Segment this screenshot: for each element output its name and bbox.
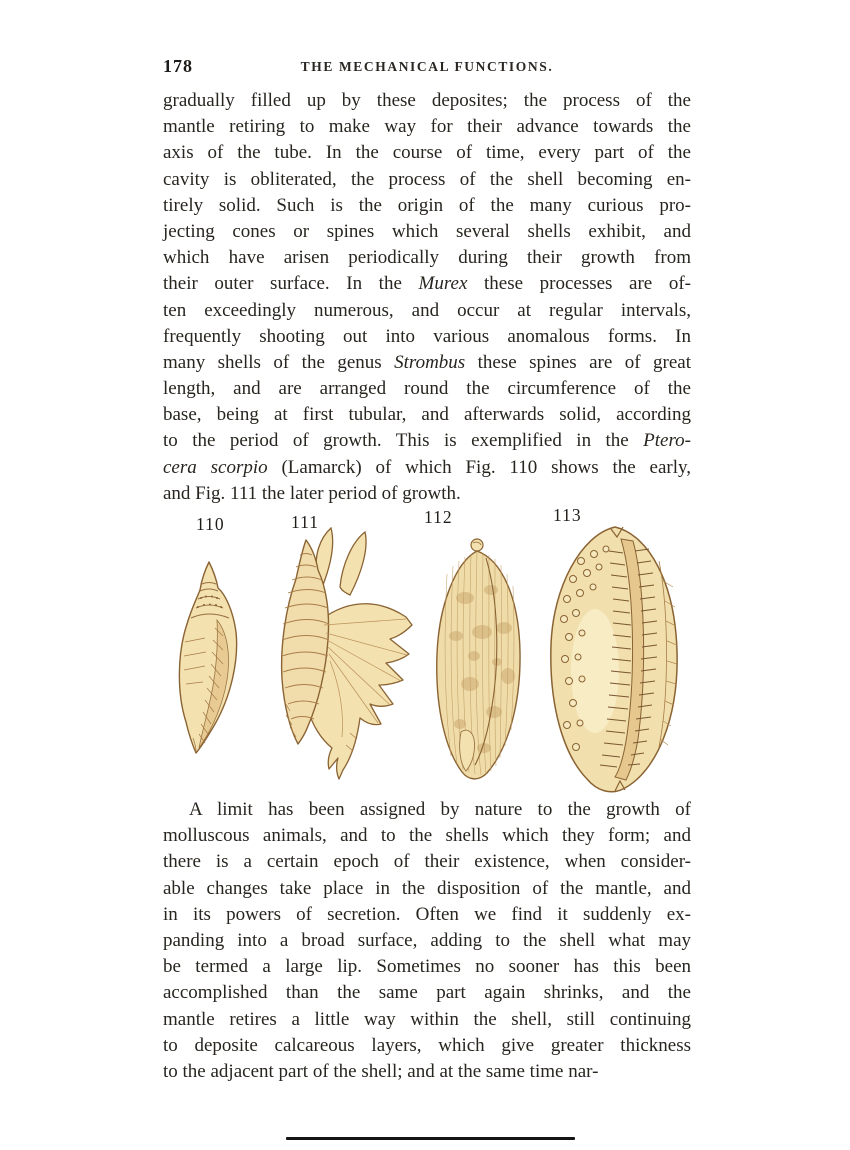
text-line: to the period of growth. This is exemplified in the Ptero- [163,430,691,452]
text-line: which have arisen periodically during their growth from [163,247,691,269]
running-head: THE MECHANICAL FUNCTIONS. [300,59,554,74]
cowrie-shell-illustration [539,521,694,799]
text-line: cavity is obliterated, the process of the shell becoming en- [163,168,691,190]
text-line: mantle retires a little way within the shell, still continuing [163,1008,691,1030]
text-line: panding into a broad surface, adding to the shell what may [163,929,691,951]
text-line: there is a certain epoch of their existence, when consider- [163,851,691,873]
text-line: in its powers of secretion. Often we find it suddenly ex- [163,903,691,925]
text-line: base, being at first tubular, and afterwards solid, according [163,404,691,426]
text-line: molluscous animals, and to the shells which they form; and [163,825,691,847]
text-line: and Fig. 111 the later period of growth. [163,482,461,504]
text-line: many shells of the genus Strombus these spines are of great [163,351,691,373]
text-line: their outer surface. In the Murex these processes are of- [163,273,691,295]
page-header [163,56,691,78]
paragraph-bottom [163,797,691,1085]
text-line: to the adjacent part of the shell; and at the same time nar- [163,1060,599,1082]
text-line: to deposite calcareous layers, which give greater thickness [163,1034,691,1056]
olive-shell-illustration [425,534,531,787]
text-line: A limit has been assigned by nature to the growth of [189,799,691,820]
spiny-conch-shell-illustration [260,527,423,785]
text-line: jecting cones or spines which several shells exhibit, and [163,220,691,242]
text-line: frequently shooting out into various anomalous forms. In [163,325,691,347]
text-line: ten exceedingly numerous, and occur at regular intervals, [163,299,691,321]
text-line: gradually filled up by these deposites; the process of the [163,90,691,111]
figure-label-110: 110 [196,514,225,534]
text-line: be termed a large lip. Sometimes no sooner has this been [163,956,691,978]
page-number: 178 [163,56,193,76]
text-line: axis of the tube. In the course of time, every part of the [163,142,691,164]
scan-artifact-line [286,1137,575,1140]
text-line: cera scorpio (Lamarck) of which Fig. 110 shows the early, [163,456,691,478]
text-line: length, and are arranged round the circumference of the [163,378,691,400]
conch-shell-early-illustration [165,558,253,756]
figure-label-112: 112 [424,507,453,527]
text-line: accomplished than the same part again shrinks, and the [163,982,691,1004]
figure-label-111: 111 [291,512,319,532]
text-line: able changes take place in the disposition of the mantle, and [163,877,691,899]
figure-label-113: 113 [553,505,582,525]
paragraph-top [163,88,691,507]
text-line: mantle retiring to make way for their advance towards the [163,116,691,138]
text-line: tirely solid. Such is the origin of the many curious pro- [163,194,691,216]
apex-knob [471,539,483,551]
spine-horn-right [340,532,366,595]
figure-group [163,505,708,800]
